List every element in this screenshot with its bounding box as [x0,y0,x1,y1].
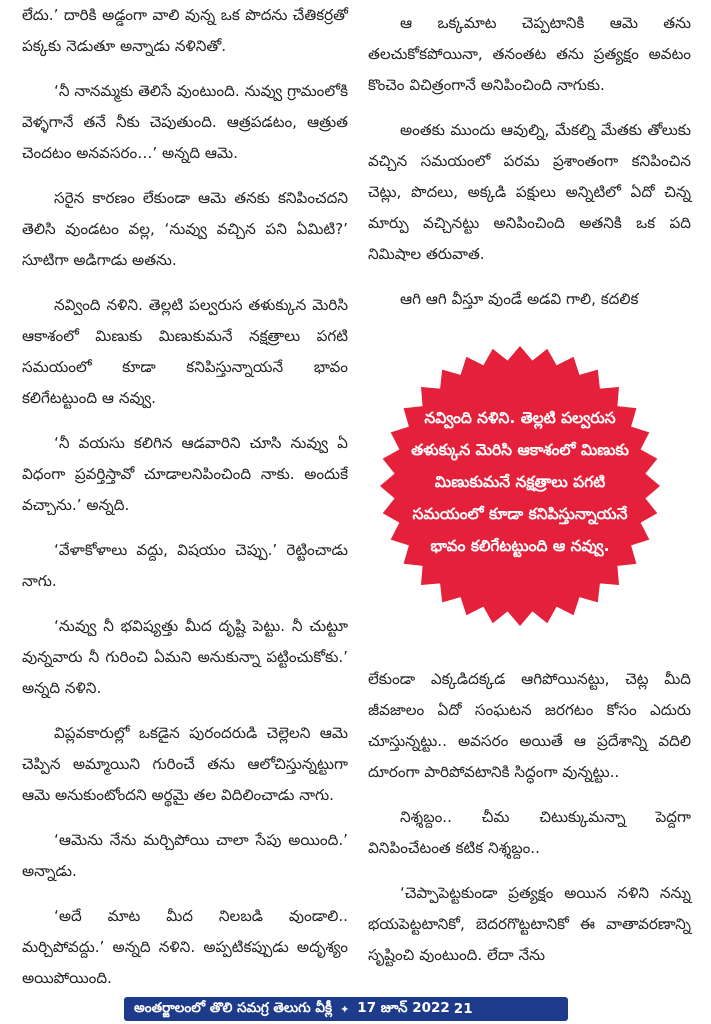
paragraph: ‘నీ వయసు కలిగిన ఆడవారిని చూసి నువ్వు ఏ విధంగా ప్రవర్తిస్తావో చూడాలనిపించింది నాకు. అందుకే వచ్చాను.’ అన్నది. [22,434,348,514]
paragraph: విప్లవకారుల్లో ఒకడైన పురందరుడి చెల్లెలని ఆమె చెప్పిన అమ్మాయిని గురించే తను ఆలోచిస్తున్నట్టుగా ఆమె అనుకుంటోందని అర్థమై తల విదిలించాడు నాగు. [22,724,348,804]
paragraph: సరైన కారణం లేకుండా ఆమె తనకు కనిపించదని తెలిసి వుండటం వల్ల, ‘నువ్వు వచ్చిన పని ఏమిటి?’ సూటిగా అడిగాడు అతను. [22,189,348,269]
paragraph: నవ్వింది నళిని. తెల్లటి పల్వరుస తళుక్కున మెరిసి ఆకాశంలో మిణుకు మిణుకుమనే నక్షత్రాలు పగటి సమయంలో కూడా కనిపిస్తున్నాయనే భావం కలిగేటట్టుంది ఆ నవ్వు. [22,296,348,407]
paragraph: ‘చెప్పాపెట్టకుండా ప్రత్యక్షం అయిన నళిని నన్ను భయపెట్టటానికో, బెదరగొట్టటానికో ఈ వాతావరణాన్ని సృష్టించి వుంటుంది. లేదా నేను [368,884,691,964]
pull-quote-text: నవ్వింది నళిని. తెల్లటి పల్వరుస తళుక్కున మెరిసి ఆకాశంలో మిణుకు మిణుకుమనే నక్షత్రాలు పగటి సమయంలో కూడా కనిపిస్తున్నాయనే భావం కలిగేటట్టుంది ఆ నవ్వు. [411,409,629,555]
page-footer [0,996,711,1024]
issue-date: 17 జూన్ 2022 [357,999,450,1016]
paragraph: ‘వేళాకోళాలు వద్దు, విషయం చెప్పు.’ రెట్టించాడు నాగు. [22,541,348,590]
paragraph: ఆగి ఆగి వీస్తూ వుండే అడవి గాలి, కదలిక [400,290,639,308]
paragraph: ‘ఆమెను నేను మర్చిపోయి చాలా సేపు అయింది.’ అన్నాడు. [22,831,348,880]
left-column [22,0,348,1008]
paragraph: ఆ ఒక్కమాట చెప్పటానికి ఆమె తను తలచుకోకపోయినా, తనంతట తను ప్రత్యక్షం అవటం కొంచెం విచిత్రంగానే అనిపించింది నాగుకు. [368,14,691,94]
pull-quote-burst [378,344,662,628]
paragraph: ‘నీ నానమ్మకు తెలిసే వుంటుంది. నువ్వు గ్రామంలోకి వెళ్ళగానే తనే నీకు చెపుతుంది. ఆత్రపడటం, ఆత్రుత చెందటం అనవసరం…’ అన్నది ఆమె. [22,82,348,162]
right-column-top [368,8,691,329]
paragraph: ‘అదే మాట మీద నిలబడి వుండాలి.. మర్చిపోవద్దు.’ అన్నది నళిని. అప్పటికప్పుడు అదృశ్యం అయిపోయింది. [22,907,348,987]
right-column-bottom [368,664,691,985]
paragraph: లేకుండా ఎక్కడిదక్కడ ఆగిపోయినట్టు, చెట్ల మీది జీవజాలం ఏదో సంఘటన జరగటం కోసం ఎదురు చూస్తున్నట్టు.. అవసరం అయితే ఆ ప్రదేశాన్ని వదిలి దూరంగా పారిపోవటానికి సిద్ధంగా వున్నట్టు.. [368,670,691,781]
paragraph: లేదు.’ దారికి అడ్డంగా వాలి వున్న ఒక పొదను చేతికర్రతో పక్కకు నెడుతూ అన్నాడు నళినితో. [22,6,348,55]
paragraph: నిశ్శబ్దం.. చీమ చిటుక్కుమన్నా పెద్దగా వినిపించేటంత కటిక నిశ్శబ్దం.. [368,808,691,857]
publication-tagline: అంతర్జాలంలో తొలి సమగ్ర తెలుగు వీక్లీ [134,999,333,1016]
page-number: 21 [453,1001,473,1017]
footer-banner [124,997,568,1021]
paragraph: అంతకు ముందు ఆవుల్ని, మేకల్ని మేతకు తోలుకు వచ్చిన సమయంలో పరమ ప్రశాంతంగా కనిపించిన చెట్లు, పొదలు, అక్కడి పక్షులు అన్నిటిలో ఏదో చిన్న మార్పు వచ్చినట్టు అనిపించింది అతనికి ఒక పది నిమిషాల తరువాత. [368,121,691,263]
star-icon: ✦ [340,1002,350,1016]
paragraph: ‘నువ్వు నీ భవిష్యత్తు మీద దృష్టి పెట్టు. నీ చుట్టూ వున్నవారు నీ గురించి ఏమని అనుకున్నా పట్టించుకోకు.’ అన్నది నళిని. [22,617,348,697]
